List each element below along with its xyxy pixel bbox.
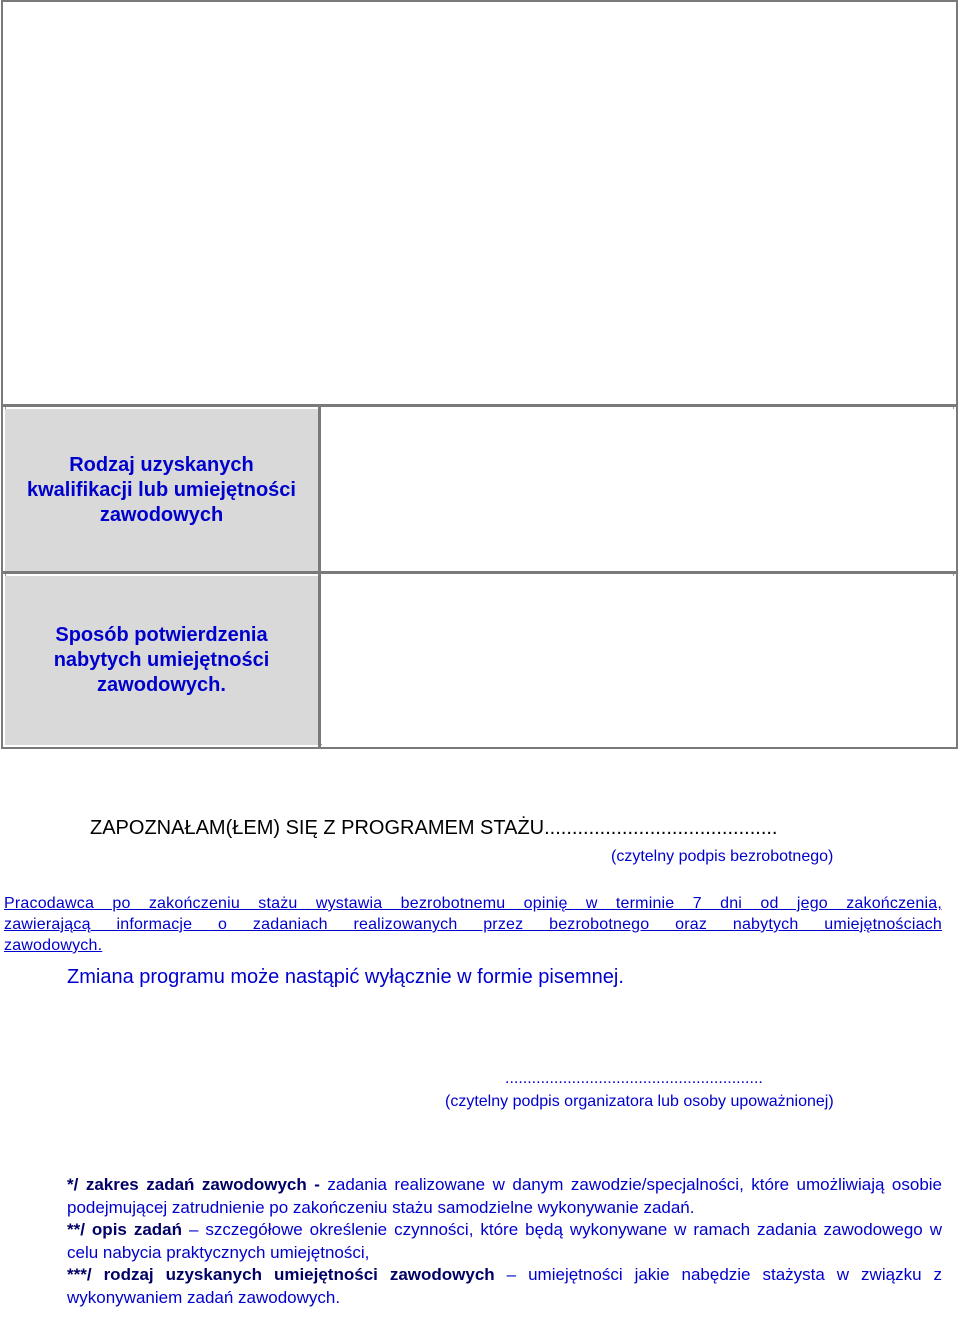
- change-notice: Zmiana programu może nastąpić wyłącznie w formie pisemnej.: [67, 966, 624, 988]
- footnote-marker: ***/: [67, 1265, 92, 1285]
- employer-note-line: Pracodawca po zakończeniu stażu wystawia bezrobotnemu opinię w terminie 7 dni od jego zakończenia,: [4, 895, 942, 912]
- unemployed-signature-caption: (czytelny podpis bezrobotnego): [611, 848, 834, 865]
- organizer-signature-caption: (czytelny podpis organizatora lub osoby upoważnionej): [445, 1093, 834, 1110]
- footnote-text: – umiejętności jakie nabędzie stażysta w związku z wykonywaniem zadań zawodowych.: [67, 1265, 942, 1307]
- table-top-row: [5, 4, 954, 404]
- footnote: [67, 1219, 942, 1264]
- row-divider: [1, 404, 958, 407]
- confirmation-value-cell[interactable]: [322, 576, 954, 745]
- qualifications-label-cell: [5, 409, 318, 571]
- footnote-term: zakres zadań zawodowych -: [85, 1175, 320, 1194]
- footnote-text: zadania realizowane w danym zawodzie/specjalności, które umożliwiają osobie podejmującej zatrudnienie po zakończeniu stażu samodzielne wykonywanie zadań.: [67, 1175, 942, 1217]
- footnote: [67, 1264, 942, 1309]
- footnote-text: – szczegółowe określenie czynności, które będą wykonywane w ramach zadania zawodowego w celu nabycia praktycznych umiejętności,: [67, 1220, 942, 1262]
- row-divider: [1, 571, 958, 574]
- acknowledgement-text: ZAPOZNAŁAM(ŁEM) SIĘ Z PROGRAMEM STAŻU..........................................: [90, 817, 778, 839]
- employer-note-line: zawodowych.: [4, 937, 103, 954]
- qualifications-value-cell[interactable]: [322, 409, 954, 571]
- footnotes: [67, 1174, 942, 1310]
- footnote-term: opis zadań: [91, 1220, 182, 1240]
- footnote-marker: */: [67, 1175, 79, 1194]
- qualifications-label: Rodzaj uzyskanych kwalifikacji lub umiejętności zawodowych: [27, 453, 296, 526]
- footnote-marker: **/: [67, 1220, 85, 1240]
- footnote-term: rodzaj uzyskanych umiejętności zawodowych: [103, 1265, 495, 1285]
- organizer-signature-line: ..........................................................: [505, 1070, 763, 1087]
- employer-note: [4, 893, 942, 956]
- confirmation-label: Sposób potwierdzenia nabytych umiejętności zawodowych.: [53, 624, 270, 696]
- footnote: [67, 1174, 942, 1219]
- confirmation-label-cell: [5, 576, 318, 745]
- employer-note-line: zawierającą informacje o zadaniach realizowanych przez bezrobotnego oraz nabytych umiejętnościach: [4, 916, 942, 933]
- column-divider: [318, 405, 321, 747]
